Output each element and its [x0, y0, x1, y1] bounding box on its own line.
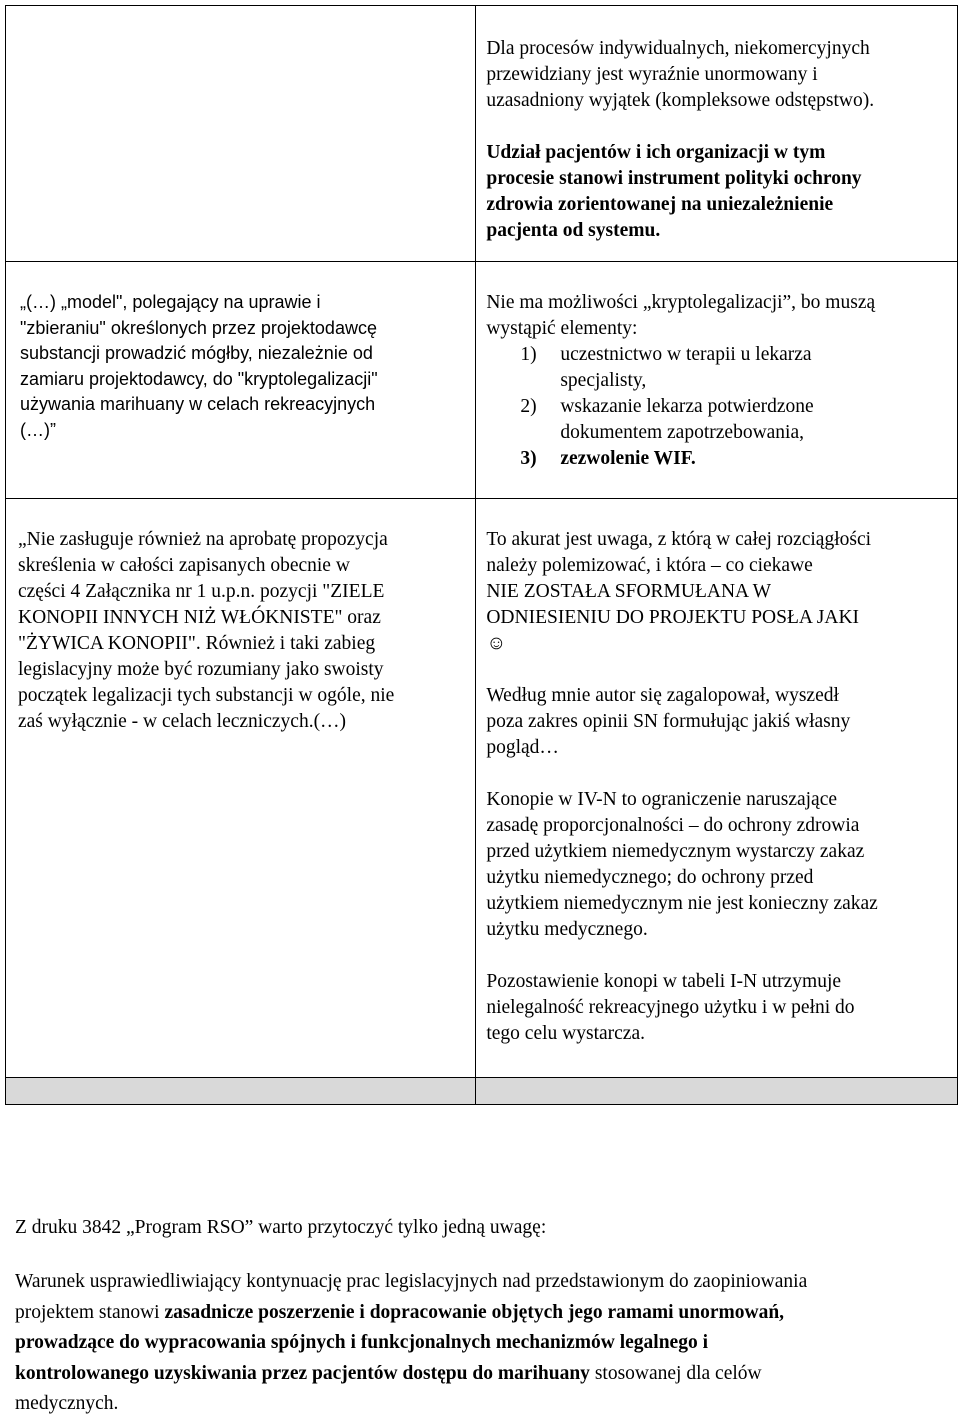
bottom-text — [15, 1215, 945, 1420]
intro-line: Z druku 3842 „Program RSO” warto przytoczyć tylko jedną uwagę: — [15, 1217, 547, 1238]
table-cell-empty — [6, 6, 476, 262]
paragraph: Według mnie autor się zagalopował, wyszedł poza zakres opinii SN formułując jakiś własny pogląd… — [486, 685, 851, 758]
list-item: 2) wskazanie lekarza potwierdzone dokumentem zapotrzebowania, — [520, 396, 814, 443]
table-row — [6, 262, 958, 499]
table-row — [6, 499, 958, 1078]
paragraph: Dla procesów indywidualnych, niekomercyjnych przewidziany jest wyraźnie unormowany i uzasadniony wyjątek (kompleksowe odstępstwo). — [486, 38, 875, 111]
table-row — [6, 6, 958, 262]
table-cell-empty — [6, 1078, 476, 1105]
quote-text: „(…) „model", polegający na uprawie i "zbieraniu" określonych przez projektodawcę substancji prowadzić mógłby, niezależnie od zamiaru projektodawcy, do "kryptolegalizacji" używania marihuany w celach rekreacyjnych (…)” — [20, 292, 378, 440]
paragraph-bold: Udział pacjentów i ich organizacji w tym procesie stanowi instrument polityki ochrony zdrowia zorientowanej na uniezależnienie pacjenta od systemu. — [486, 142, 862, 241]
paragraph: Nie ma możliwości „kryptolegalizacji”, bo muszą wystąpić elementy: — [486, 292, 876, 339]
body-paragraph: Warunek usprawiedliwiający kontynuację prac legislacyjnych nad przedstawionym do zaopiniowania projektem stanowi zasadnicze poszerzenie i dopracowanie objętych jego ramami unormowań, prowadzące do wypracowania spójnych i funkcjonalnych mechanizmów legalnego i kontrolowanego uzyskiwania przez pacjentów dostępu do marihuany stosowanej dla celów medycznych. — [15, 1271, 808, 1414]
numbered-list — [486, 342, 945, 472]
table-cell — [476, 499, 958, 1078]
table-cell — [6, 262, 476, 499]
table-cell — [476, 6, 958, 262]
comparison-table — [5, 5, 958, 1105]
paragraph: Konopie w IV-N to ograniczenie naruszające zasadę proporcjonalności – do ochrony zdrowia przed użytkiem niemedycznym wystarczy zakaz użytku niemedycznego; do ochrony przed użytkiem niemedycznym nie jest konieczny zakaz użytku medycznego. — [486, 789, 878, 940]
list-item: 3) zezwolenie WIF. — [520, 448, 696, 469]
table-cell — [476, 262, 958, 499]
table-row-shaded — [6, 1078, 958, 1105]
paragraph: To akurat jest uwaga, z którą w całej rozciągłości należy polemizować, i która – co ciekawe NIE ZOSTAŁA SFORMUŁANA W ODNIESIENIU DO PROJEKTU POSŁA JAKI ☺ — [486, 527, 945, 657]
smiley-icon: ☺ — [486, 633, 507, 654]
paragraph: Pozostawienie konopi w tabeli I-N utrzymuje nielegalność rekreacyjnego użytku i w pełni do tego celu wystarcza. — [486, 971, 855, 1044]
table-cell-empty — [476, 1078, 958, 1105]
list-item: 1) uczestnictwo w terapii u lekarza specjalisty, — [520, 344, 812, 391]
table-cell — [6, 499, 476, 1078]
quote-text: „Nie zasługuje również na aprobatę propozycja skreślenia w całości zapisanych obecnie w części 4 Załącznika nr 1 u.p.n. pozycji "ZIELE KONOPII INNYCH NIŻ WŁÓKNISTE" oraz "ŻYWICA KONOPII". Również i taki zabieg legislacyjny może być rozumiany jako swoisty początek legalizacji tych substancji w ogóle, nie zaś wyłącznie - w celach leczniczych.(…) — [18, 529, 395, 732]
